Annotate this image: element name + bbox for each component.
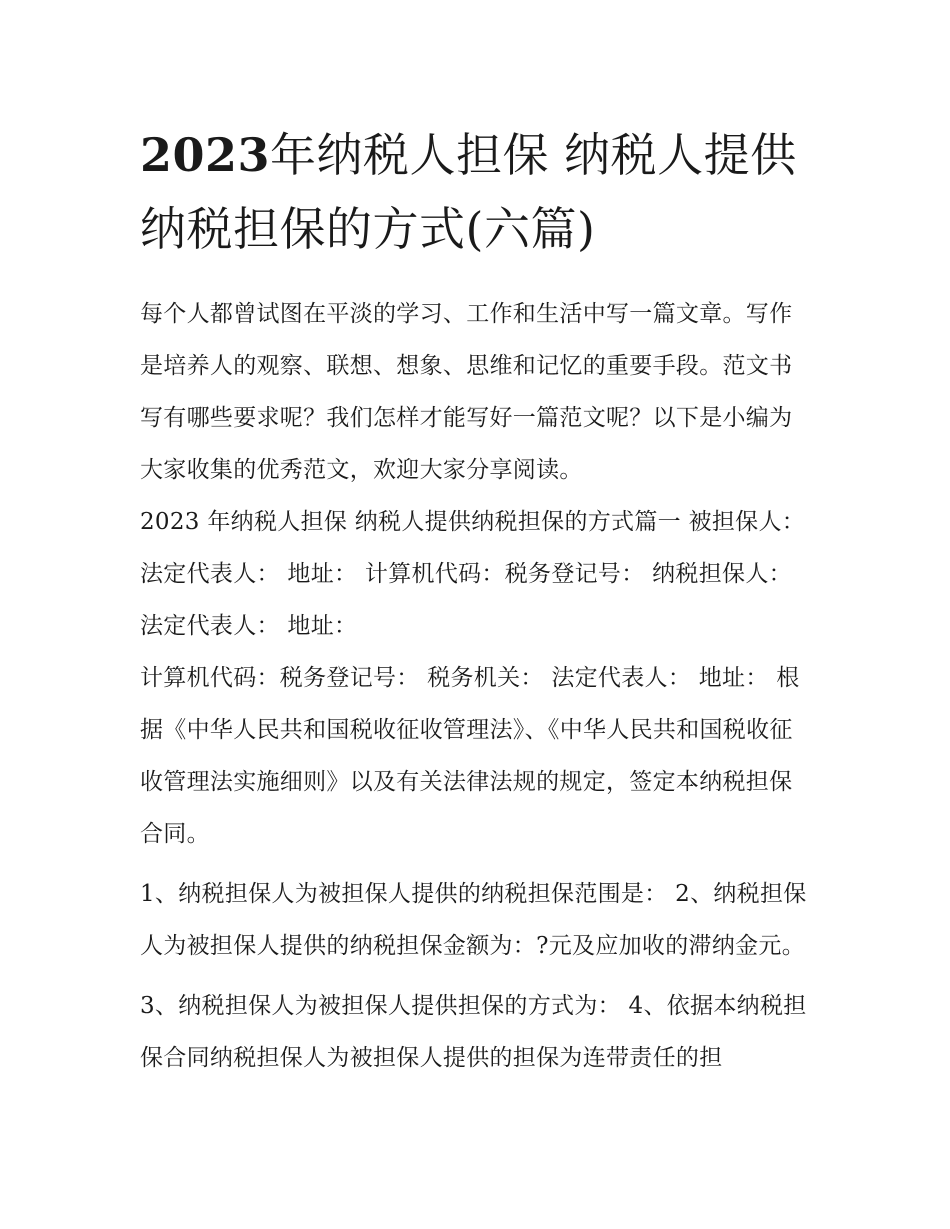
section-one-paragraph: 2023 年纳税人担保 纳税人提供纳税担保的方式篇一 被担保人： 法定代表人： 地址： 计算机代码：税务登记号： 纳税担保人： 法定代表人： 地址：	[140, 509, 806, 639]
title-year: 2023	[140, 128, 271, 182]
clause-3-4-paragraph: 3、纳税担保人为被担保人提供担保的方式为： 4、依据本纳税担保合同纳税担保人为被担保人提供的担保为连带责任的担	[140, 993, 807, 1071]
document-page	[140, 118, 812, 1084]
document-title	[140, 118, 812, 266]
title-text: 年纳税人担保 纳税人提供纳税担保的方式(六篇)	[140, 128, 797, 256]
clause-1-2-paragraph: 1、纳税担保人为被担保人提供的纳税担保范围是： 2、纳税担保人为被担保人提供的纳税担保金额为：?元及应加收的滞纳金元。	[140, 881, 807, 959]
contract-basis-paragraph: 计算机代码：税务登记号： 税务机关： 法定代表人： 地址： 根据《中华人民共和国税收征收管理法》、《中华人民共和国税收征收管理法实施细则》以及有关法律法规的规定，签定本纳税担保合同。	[140, 665, 800, 847]
intro-paragraph: 每个人都曾试图在平淡的学习、工作和生活中写一篇文章。写作是培养人的观察、联想、想象、思维和记忆的重要手段。范文书写有哪些要求呢？我们怎样才能写好一篇范文呢？以下是小编为大家收集的优秀范文，欢迎大家分享阅读。	[140, 301, 793, 483]
